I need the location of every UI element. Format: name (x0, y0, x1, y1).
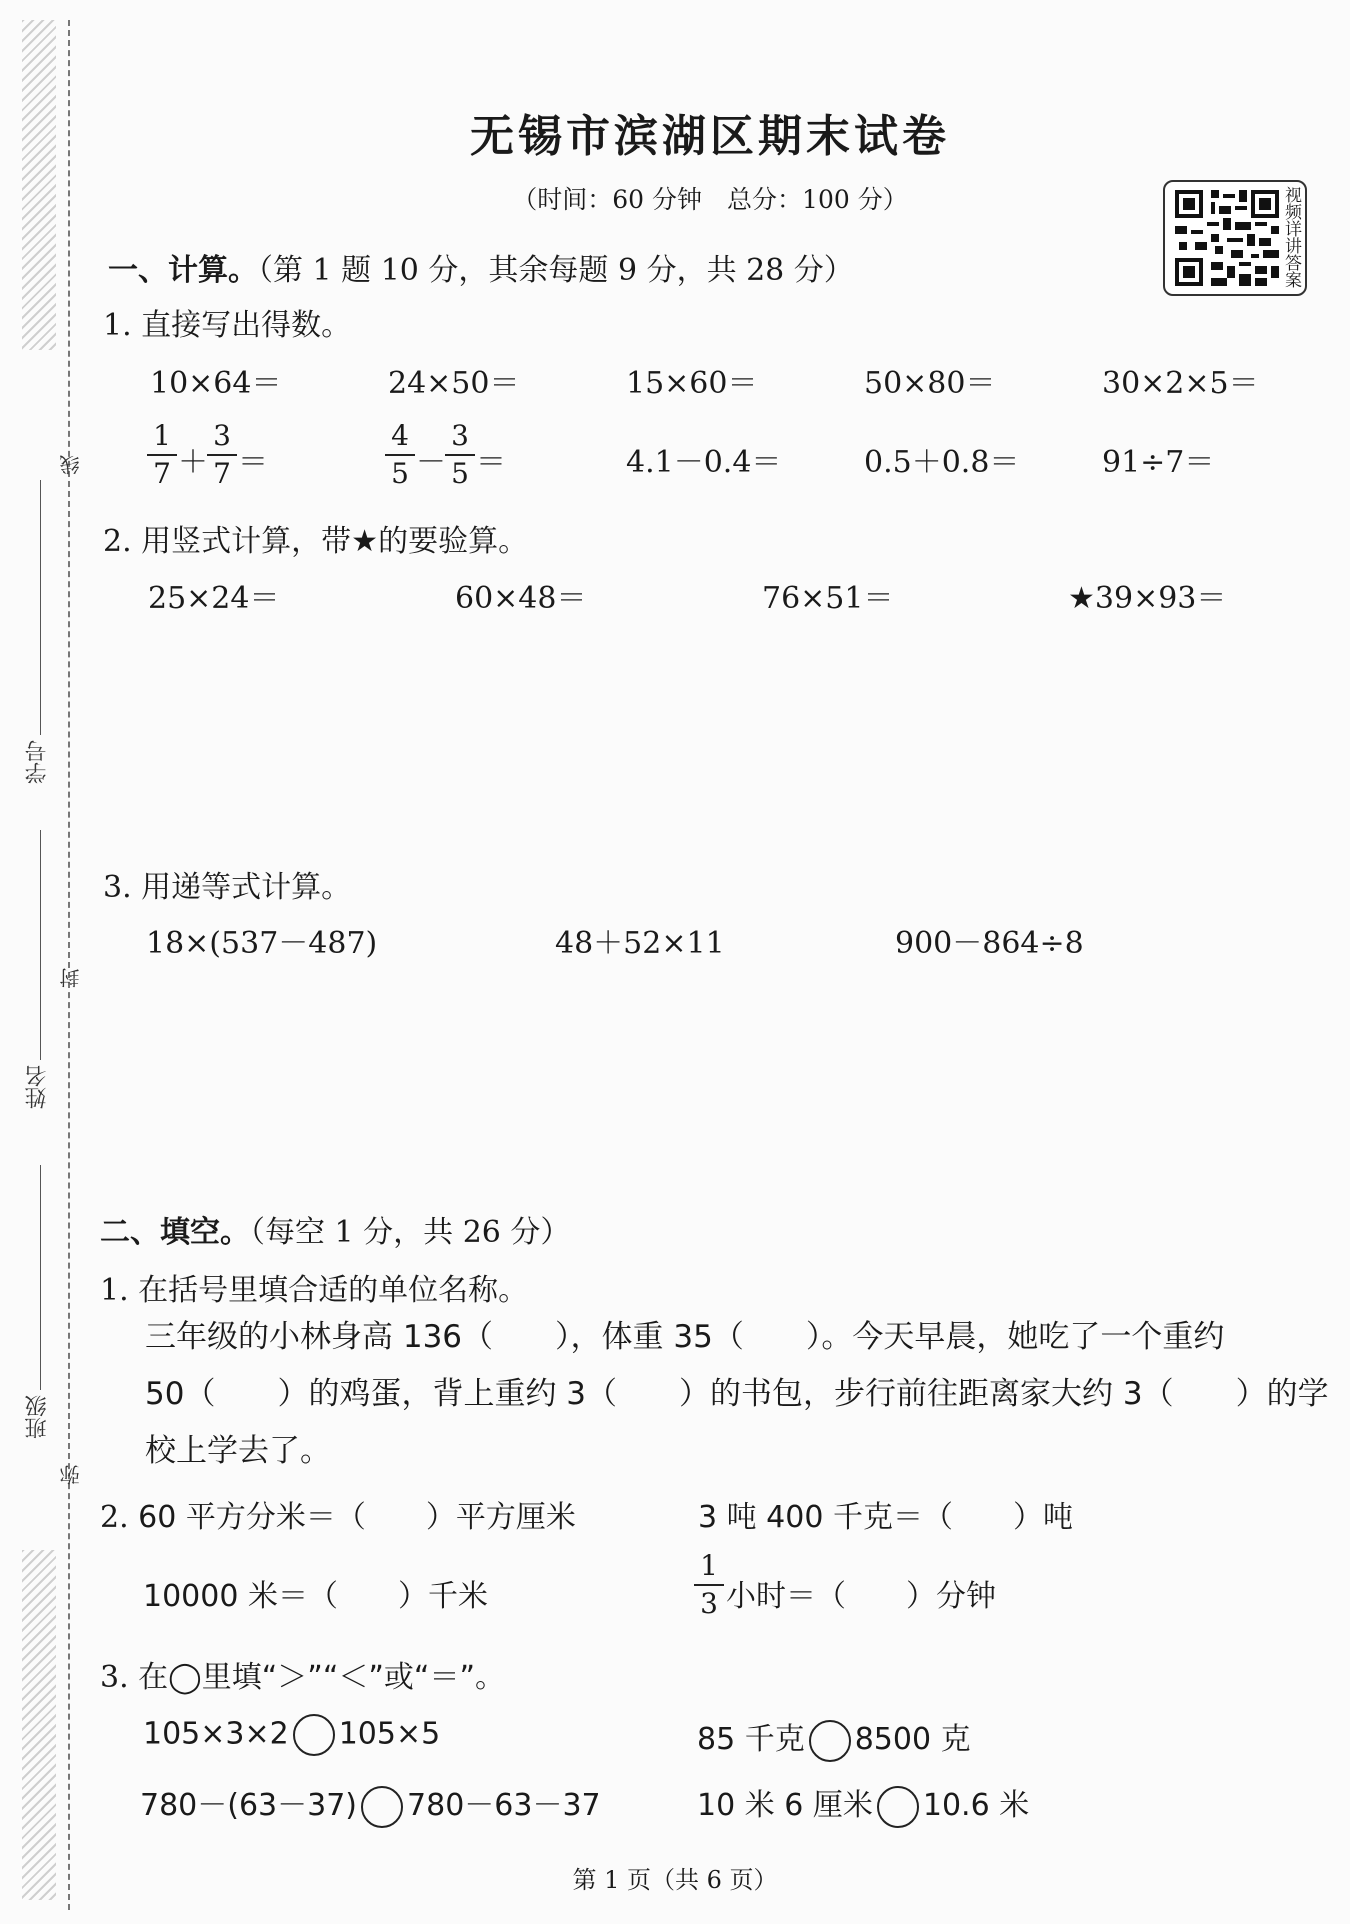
equals-sign: ＝ (476, 445, 506, 480)
vertical-calc-item: 25×24＝ (148, 581, 280, 616)
section-2-score-note: （每空 1 分，共 26 分） (250, 1215, 571, 1250)
section-1-score-note: （第 1 题 10 分，其余每题 9 分，共 28 分） (258, 253, 854, 288)
calc-item: 4.1－0.4＝ (626, 445, 782, 480)
seal-word-xian: 线 (59, 455, 83, 475)
calc-item: 10×64＝ (150, 366, 282, 401)
denominator: 5 (391, 457, 409, 490)
numerator: 3 (451, 419, 469, 452)
numerator: 1 (153, 419, 171, 452)
compare-left: 85 千克 (697, 1722, 805, 1757)
compare-item (697, 1714, 971, 1762)
calc-item: 15×60＝ (626, 366, 758, 401)
compare-item (143, 1714, 440, 1756)
calc-item: 0.5＋0.8＝ (864, 445, 1020, 480)
compare-left: 105×3×2 (143, 1716, 289, 1752)
vertical-calc-item: 76×51＝ (762, 581, 894, 616)
question-number: 2. (100, 1500, 129, 1535)
student-id-line[interactable] (40, 480, 41, 735)
fraction-1-3 (694, 1548, 724, 1622)
question-text: 在括号里填合适的单位名称。 (138, 1273, 529, 1308)
fraction-4-5 (385, 418, 415, 492)
equals-sign: ＝ (238, 445, 268, 480)
unit-conversion-item: 60 平方分米＝（ ）平方厘米 (138, 1500, 576, 1535)
fraction-1-7 (147, 418, 177, 492)
answer-circle[interactable] (877, 1786, 919, 1828)
answer-circle[interactable] (361, 1786, 403, 1828)
vertical-calc-item: 60×48＝ (455, 581, 587, 616)
calc-item: 91÷7＝ (1102, 445, 1215, 480)
binding-margin (0, 0, 83, 1924)
stepwise-calc-item: 900－864÷8 (895, 926, 1084, 961)
question-number: 1. (103, 308, 132, 343)
fill-paragraph-line: 校上学去了。 (145, 1433, 331, 1469)
fraction-3-7 (207, 418, 237, 492)
unit-conversion-item: 小时＝（ ）分钟 (726, 1579, 996, 1614)
fill-paragraph-line: 三年级的小林身高 136（ ），体重 35（ ）。今天早晨，她吃了一个重约 (145, 1319, 1225, 1355)
section-2-title: 二、填空。 (100, 1215, 250, 1250)
section-1-title: 一、计算。 (108, 253, 258, 288)
page-title: 无锡市滨湖区期末试卷 (470, 111, 950, 162)
vertical-calc-item-starred: ★39×93＝ (1068, 581, 1227, 616)
seal-word-mi: 弥 (59, 1465, 83, 1485)
qr-caption: 视频详讲答案 (1281, 186, 1301, 288)
question-2-1 (100, 1265, 528, 1309)
section-1-heading (108, 245, 854, 289)
seal-word-feng: 封 (59, 968, 83, 988)
compare-left: 780－(63－37) (140, 1788, 358, 1823)
student-id-label: 学号 (25, 740, 50, 784)
qr-code[interactable] (1163, 180, 1307, 296)
seal-dashed-line (68, 20, 70, 1910)
class-label: 班级 (25, 1395, 50, 1439)
question-text: 直接写出得数。 (141, 308, 352, 343)
question-2-2 (100, 1492, 576, 1536)
denominator: 7 (153, 457, 171, 490)
class-line[interactable] (40, 1165, 41, 1390)
denominator: 5 (451, 457, 469, 490)
answer-circle[interactable] (293, 1714, 335, 1756)
question-number: 3. (103, 870, 132, 905)
question-number: 3. (100, 1660, 129, 1695)
denominator: 7 (213, 457, 231, 490)
compare-left: 10 米 6 厘米 (697, 1788, 873, 1823)
question-2-3 (100, 1652, 505, 1696)
question-1-1 (103, 300, 351, 344)
compare-right: 10.6 米 (922, 1788, 1030, 1823)
compare-item (697, 1780, 1029, 1828)
calc-item: 50×80＝ (864, 366, 996, 401)
numerator: 1 (700, 1549, 718, 1582)
question-1-3 (103, 862, 351, 906)
question-1-2 (103, 516, 528, 560)
calc-item: 24×50＝ (388, 366, 520, 401)
compare-right: 8500 克 (854, 1722, 971, 1757)
denominator: 3 (700, 1587, 718, 1620)
question-number: 1. (100, 1273, 129, 1308)
fraction-3-5 (445, 418, 475, 492)
question-text: 用竖式计算，带★的要验算。 (141, 524, 529, 559)
stepwise-calc-item: 18×(537－487) (146, 926, 378, 961)
name-label: 姓名 (25, 1065, 50, 1109)
question-text: 用递等式计算。 (141, 870, 352, 905)
stepwise-calc-item: 48＋52×11 (555, 926, 725, 961)
compare-right: 780－63－37 (407, 1788, 601, 1823)
section-2-heading (100, 1207, 570, 1251)
unit-conversion-item: 10000 米＝（ ）千米 (143, 1579, 488, 1614)
numerator: 3 (213, 419, 231, 452)
name-line[interactable] (40, 830, 41, 1060)
qr-code-icon (1175, 190, 1279, 286)
question-number: 2. (103, 524, 132, 559)
question-text: 在◯里填“＞”“＜”或“＝”。 (138, 1660, 505, 1695)
numerator: 4 (391, 419, 409, 452)
plus-sign: ＋ (178, 445, 208, 480)
compare-right: 105×5 (338, 1716, 441, 1752)
page-footer: 第 1 页（共 6 页） (572, 1866, 778, 1894)
compare-item (140, 1780, 601, 1828)
calc-item: 30×2×5＝ (1102, 366, 1259, 401)
exam-info: （时间：60 分钟 总分：100 分） (512, 185, 908, 214)
margin-hatch (22, 1550, 56, 1900)
minus-sign: － (416, 445, 446, 480)
fill-paragraph-line: 50（ ）的鸡蛋，背上重约 3（ ）的书包，步行前往距离家大约 3（ ）的学 (145, 1376, 1329, 1412)
unit-conversion-item: 3 吨 400 千克＝（ ）吨 (698, 1500, 1073, 1535)
answer-circle[interactable] (809, 1720, 851, 1762)
